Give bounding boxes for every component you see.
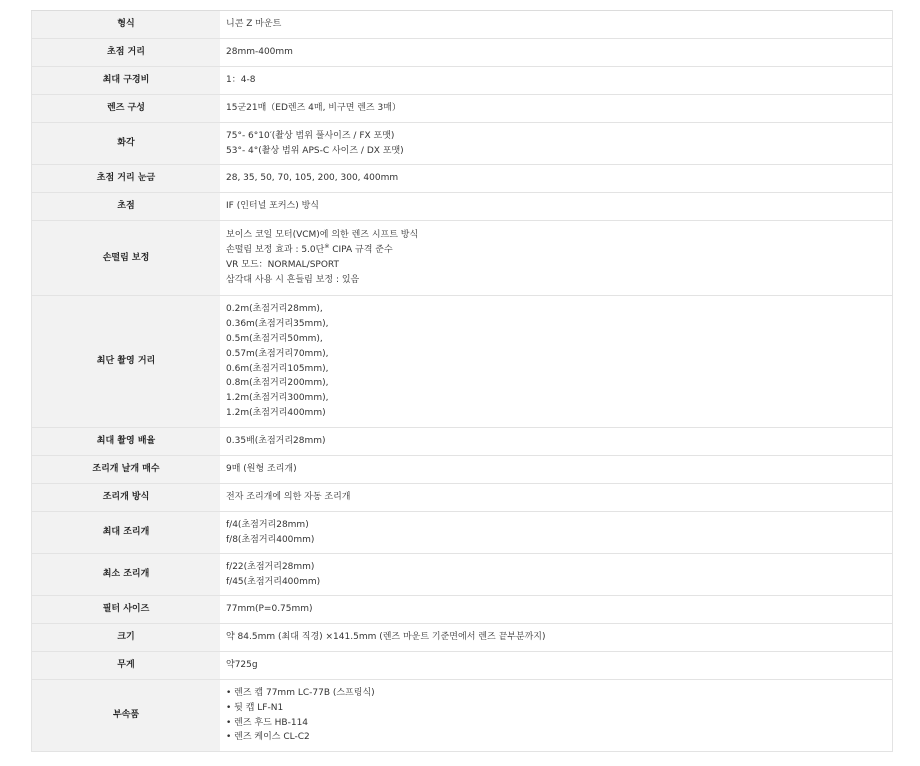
spec-value-line: f/22(초점거리28mm) [226,561,315,572]
spec-value-line: 9매 (원형 조리개) [226,464,297,475]
spec-label: 크기 [32,624,221,652]
spec-value-line: 전자 조리개에 의한 자동 조리개 [226,492,351,503]
spec-label: 초점 거리 [32,39,221,67]
spec-row [32,95,893,123]
spec-row [32,67,893,95]
spec-value-line: • 뒷 캡 LF-N1 [226,702,284,713]
spec-row [32,193,893,221]
spec-label: 초점 [32,193,221,221]
spec-value-line: 28mm-400mm [226,47,293,58]
spec-row [32,652,893,680]
spec-row [32,680,893,752]
spec-value [220,67,893,95]
spec-value-line [226,243,892,258]
spec-label: 손떨림 보정 [32,221,221,296]
spec-label: 초점 거리 눈금 [32,165,221,193]
spec-value [220,484,893,512]
spec-row [32,624,893,652]
spec-value [220,652,893,680]
spec-label: 최대 구경비 [32,67,221,95]
spec-value-line: 0.57m(초점거리70mm), [226,348,329,359]
spec-label: 형식 [32,11,221,39]
spec-value-line: 1.2m(초점거리400mm) [226,407,326,418]
spec-value-line: 보이스 코일 모터(VCM)에 의한 렌즈 시프트 방식 [226,230,419,241]
spec-value [220,456,893,484]
spec-value-line: 75°- 6°10′(촬상 범위 풀사이즈 / FX 포맷) [226,130,395,141]
spec-value-line: f/45(초점거리400mm) [226,576,321,587]
spec-row [32,596,893,624]
spec-row [32,484,893,512]
spec-value-line: 0.36m(초점거리35mm), [226,319,329,330]
spec-value-line: 28, 35, 50, 70, 105, 200, 300, 400mm [226,173,399,184]
spec-row [32,11,893,39]
spec-value-line: 15군21매（ED렌즈 4매, 비구면 렌즈 3매） [226,103,401,114]
spec-row [32,428,893,456]
spec-value-line: 0.35배(초점거리28mm) [226,436,326,447]
spec-value-line: IF (인터널 포커스) 방식 [226,201,319,212]
spec-table-body [32,11,893,752]
spec-row [32,165,893,193]
spec-value [220,11,893,39]
spec-value [220,165,893,193]
spec-value [220,624,893,652]
spec-value-line: 0.2m(초점거리28mm), [226,304,323,315]
spec-row [32,512,893,554]
spec-value-line: 니콘 Z 마운트 [226,19,282,30]
spec-value-line: 약725g [226,660,258,671]
spec-value [220,554,893,596]
spec-value [220,221,893,296]
spec-value [220,596,893,624]
spec-label: 최대 조리개 [32,512,221,554]
spec-value-line: • 렌즈 케이스 CL-C2 [226,732,310,743]
spec-value [220,193,893,221]
spec-value-line: 0.8m(초점거리200mm), [226,378,329,389]
footnote-text: CIPA 규격 준수 [329,245,393,256]
spec-value [220,512,893,554]
spec-value-line: f/8(초점거리400mm) [226,534,315,545]
spec-value-line: f/4(초점거리28mm) [226,519,309,530]
spec-value-line: VR 모드：NORMAL/SPORT [226,260,340,270]
spec-row [32,554,893,596]
spec-value-line: 0.6m(초점거리105mm), [226,363,329,374]
spec-value-line: 1：4-8 [226,75,256,86]
spec-value [220,39,893,67]
spec-value [220,296,893,428]
spec-value-line: 0.5m(초점거리50mm), [226,333,323,344]
spec-row [32,123,893,165]
spec-value-line: 삼각대 사용 시 흔들림 보정 : 있음 [226,274,360,285]
spec-value [220,680,893,752]
footnote-mark: ※ [324,243,330,251]
spec-label: 최단 촬영 거리 [32,296,221,428]
spec-value-line: 약 84.5mm (최대 직경) ×141.5mm (렌즈 마운트 기준면에서 렌즈 끝부분까지) [226,632,546,643]
spec-value [220,95,893,123]
spec-value-line: • 렌즈 후드 HB-114 [226,717,309,728]
spec-label: 조리개 방식 [32,484,221,512]
spec-row [32,296,893,428]
spec-value [220,428,893,456]
spec-label: 조리개 날개 매수 [32,456,221,484]
spec-label: 화각 [32,123,221,165]
spec-label: 렌즈 구성 [32,95,221,123]
spec-label: 필터 사이즈 [32,596,221,624]
spec-label: 부속품 [32,680,221,752]
spec-row [32,221,893,296]
spec-label: 최대 촬영 배율 [32,428,221,456]
spec-label: 최소 조리개 [32,554,221,596]
spec-row [32,39,893,67]
spec-value-line: 1.2m(초점거리300mm), [226,393,329,404]
lens-spec-table [31,10,893,752]
spec-value-text: 손떨림 보정 효과 : 5.0단 [226,245,325,256]
spec-value-line: 53°- 4°(촬상 범위 APS-C 사이즈 / DX 포맷) [226,145,404,156]
spec-row [32,456,893,484]
spec-label: 무게 [32,652,221,680]
spec-value-line: 77mm(P=0.75mm) [226,604,313,615]
spec-value [220,123,893,165]
spec-value-line: • 렌즈 캡 77mm LC-77B (스프링식) [226,687,375,698]
